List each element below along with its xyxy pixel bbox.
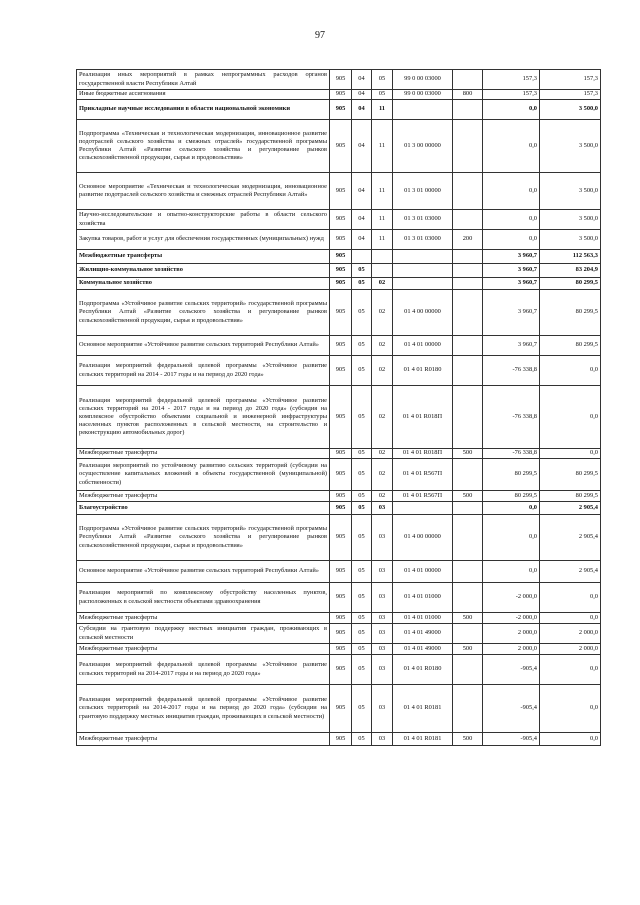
row-name-cell: Жилищно-коммунальное хозяйство (77, 264, 330, 278)
table-row (77, 100, 601, 120)
row-expense-type-cell (453, 100, 483, 120)
table-row (77, 70, 601, 90)
row-target-article-cell (393, 502, 453, 515)
row-target-article-cell: 01 4 01 01000 (393, 583, 453, 613)
page-number: 97 (315, 30, 325, 41)
row-target-article-cell: 01 4 01 R018П (393, 449, 453, 459)
row-section-cell: 05 (352, 449, 372, 459)
row-expense-type-cell (453, 264, 483, 278)
row-section-cell: 04 (352, 173, 372, 210)
table-row (77, 449, 601, 459)
row-expense-type-cell (453, 70, 483, 90)
row-subsection-cell: 03 (372, 515, 393, 561)
row-amount-change-cell: -2 000,0 (483, 583, 540, 613)
row-amount-total-cell: 0,0 (540, 685, 601, 733)
row-amount-change-cell: -76 338,8 (483, 356, 540, 386)
table-row (77, 491, 601, 502)
row-expense-type-cell (453, 515, 483, 561)
row-target-article-cell: 01 4 01 R018П (393, 386, 453, 449)
row-name-cell: Реализация мероприятий федеральной целевой программы «Устойчивое развитие сельских территорий на 2014-2017 годы и на период до 2020 года» (77, 655, 330, 685)
row-name-cell: Подпрограмма «Техническая и технологическая модернизация, инновационное развитие подотраслей сельского хозяйства и смежных отраслей» государственной программы Республики Алтай «Развитие сельского хозяйства и регулирование рынков сельскохозяйственной продукции, сырья и продовольствия» (77, 120, 330, 173)
row-grbs-cell: 905 (330, 459, 352, 491)
table-row (77, 655, 601, 685)
row-amount-change-cell: 3 960,7 (483, 336, 540, 356)
row-amount-change-cell: 0,0 (483, 173, 540, 210)
row-target-article-cell: 01 3 01 00000 (393, 173, 453, 210)
row-section-cell: 05 (352, 624, 372, 644)
row-grbs-cell: 905 (330, 336, 352, 356)
table-row (77, 264, 601, 278)
row-section-cell: 04 (352, 70, 372, 90)
row-amount-change-cell: -76 338,8 (483, 386, 540, 449)
row-grbs-cell: 905 (330, 515, 352, 561)
row-subsection-cell: 03 (372, 624, 393, 644)
row-expense-type-cell: 200 (453, 230, 483, 250)
row-amount-total-cell: 80 299,5 (540, 278, 601, 290)
row-amount-change-cell: 3 960,7 (483, 264, 540, 278)
table-row (77, 278, 601, 290)
row-grbs-cell: 905 (330, 90, 352, 100)
row-grbs-cell: 905 (330, 120, 352, 173)
row-amount-total-cell: 3 500,0 (540, 100, 601, 120)
row-expense-type-cell (453, 210, 483, 230)
row-grbs-cell: 905 (330, 685, 352, 733)
row-target-article-cell: 01 4 00 00000 (393, 290, 453, 336)
row-grbs-cell: 905 (330, 491, 352, 502)
row-amount-total-cell: 2 905,4 (540, 561, 601, 583)
row-amount-change-cell: 0,0 (483, 515, 540, 561)
row-amount-change-cell: 0,0 (483, 230, 540, 250)
row-grbs-cell: 905 (330, 173, 352, 210)
row-grbs-cell: 905 (330, 561, 352, 583)
row-section-cell: 04 (352, 210, 372, 230)
row-grbs-cell: 905 (330, 502, 352, 515)
row-grbs-cell: 905 (330, 449, 352, 459)
row-subsection-cell: 03 (372, 561, 393, 583)
row-amount-change-cell: 3 960,7 (483, 290, 540, 336)
row-expense-type-cell (453, 290, 483, 336)
row-amount-change-cell: 3 960,7 (483, 278, 540, 290)
row-subsection-cell: 02 (372, 336, 393, 356)
table-row (77, 290, 601, 336)
row-expense-type-cell: 500 (453, 449, 483, 459)
table-row (77, 173, 601, 210)
row-grbs-cell: 905 (330, 613, 352, 624)
row-name-cell: Благоустройство (77, 502, 330, 515)
row-grbs-cell: 905 (330, 733, 352, 746)
row-amount-change-cell: 0,0 (483, 502, 540, 515)
table-row (77, 733, 601, 746)
row-section-cell: 05 (352, 655, 372, 685)
row-expense-type-cell (453, 502, 483, 515)
row-grbs-cell: 905 (330, 70, 352, 90)
row-target-article-cell (393, 278, 453, 290)
row-amount-total-cell: 0,0 (540, 449, 601, 459)
row-expense-type-cell (453, 120, 483, 173)
row-amount-total-cell: 2 905,4 (540, 502, 601, 515)
row-grbs-cell: 905 (330, 250, 352, 264)
row-amount-change-cell: 157,3 (483, 90, 540, 100)
row-grbs-cell: 905 (330, 210, 352, 230)
row-name-cell: Межбюджетные трансферты (77, 733, 330, 746)
row-subsection-cell (372, 250, 393, 264)
row-expense-type-cell (453, 278, 483, 290)
row-amount-total-cell: 2 000,0 (540, 644, 601, 655)
row-target-article-cell: 01 4 01 R0181 (393, 733, 453, 746)
row-amount-total-cell: 2 000,0 (540, 624, 601, 644)
row-amount-total-cell: 80 299,5 (540, 491, 601, 502)
table-row (77, 502, 601, 515)
row-subsection-cell: 02 (372, 491, 393, 502)
row-subsection-cell: 02 (372, 459, 393, 491)
row-section-cell: 05 (352, 264, 372, 278)
row-expense-type-cell (453, 655, 483, 685)
row-target-article-cell (393, 100, 453, 120)
row-subsection-cell: 03 (372, 685, 393, 733)
row-subsection-cell: 03 (372, 613, 393, 624)
row-target-article-cell: 99 0 00 03000 (393, 90, 453, 100)
row-target-article-cell: 01 4 01 00000 (393, 561, 453, 583)
row-subsection-cell: 02 (372, 386, 393, 449)
row-subsection-cell: 05 (372, 90, 393, 100)
table-row (77, 515, 601, 561)
row-grbs-cell: 905 (330, 386, 352, 449)
row-section-cell: 05 (352, 613, 372, 624)
row-expense-type-cell (453, 173, 483, 210)
table-row (77, 583, 601, 613)
row-subsection-cell: 11 (372, 120, 393, 173)
row-amount-total-cell: 157,3 (540, 90, 601, 100)
row-amount-total-cell: 3 500,0 (540, 173, 601, 210)
row-name-cell: Подпрограмма «Устойчивое развитие сельских территорий» государственной программы Республики Алтай «Развитие сельского хозяйства и регулирование рынков сельскохозяйственной продукции, сырья и продовольствия» (77, 515, 330, 561)
row-grbs-cell: 905 (330, 624, 352, 644)
row-target-article-cell: 01 4 01 R0180 (393, 356, 453, 386)
row-name-cell: Реализация мероприятий по комплексному обустройству населенных пунктов, расположенных в сельской местности объектами здравоохранения (77, 583, 330, 613)
table-row (77, 90, 601, 100)
row-name-cell: Межбюджетные трансферты (77, 449, 330, 459)
row-amount-change-cell: 157,3 (483, 70, 540, 90)
table-row (77, 685, 601, 733)
row-section-cell: 05 (352, 561, 372, 583)
row-target-article-cell: 01 4 01 00000 (393, 336, 453, 356)
row-section-cell: 05 (352, 336, 372, 356)
row-section-cell: 05 (352, 386, 372, 449)
row-grbs-cell: 905 (330, 356, 352, 386)
row-amount-change-cell: 80 299,5 (483, 491, 540, 502)
row-subsection-cell: 11 (372, 173, 393, 210)
table-row (77, 210, 601, 230)
row-amount-total-cell: 80 299,5 (540, 290, 601, 336)
row-target-article-cell (393, 264, 453, 278)
row-amount-change-cell: 0,0 (483, 100, 540, 120)
row-target-article-cell: 01 4 01 R0181 (393, 685, 453, 733)
row-section-cell: 05 (352, 502, 372, 515)
row-target-article-cell: 01 4 01 R567П (393, 491, 453, 502)
row-subsection-cell: 02 (372, 356, 393, 386)
row-section-cell: 05 (352, 290, 372, 336)
row-expense-type-cell (453, 250, 483, 264)
row-amount-change-cell: 80 299,5 (483, 459, 540, 491)
row-amount-change-cell: -905,4 (483, 685, 540, 733)
row-expense-type-cell: 500 (453, 733, 483, 746)
row-grbs-cell: 905 (330, 583, 352, 613)
table-row (77, 613, 601, 624)
row-subsection-cell: 02 (372, 290, 393, 336)
row-section-cell: 05 (352, 685, 372, 733)
row-subsection-cell: 11 (372, 100, 393, 120)
row-target-article-cell: 01 4 01 R0180 (393, 655, 453, 685)
row-expense-type-cell (453, 583, 483, 613)
row-name-cell: Реализация мероприятий федеральной целевой программы «Устойчивое развитие сельских территорий на 2014 - 2017 годы и на период до 2020 года» (субсидия на комплексное обустройство объектами социальной и инженерной инфраструктуры населенных пунктов расположенных в сельской местности, на строительство и реконструкцию автомобильных дорог) (77, 386, 330, 449)
row-name-cell: Межбюджетные трансферты (77, 613, 330, 624)
row-grbs-cell: 905 (330, 264, 352, 278)
row-subsection-cell: 02 (372, 449, 393, 459)
table-row (77, 356, 601, 386)
budget-table (76, 69, 601, 746)
row-amount-change-cell: 0,0 (483, 120, 540, 173)
row-subsection-cell: 03 (372, 655, 393, 685)
row-expense-type-cell (453, 356, 483, 386)
row-section-cell (352, 250, 372, 264)
row-section-cell: 05 (352, 459, 372, 491)
row-expense-type-cell (453, 459, 483, 491)
row-section-cell: 05 (352, 356, 372, 386)
row-expense-type-cell (453, 386, 483, 449)
row-target-article-cell: 01 4 01 49000 (393, 624, 453, 644)
row-target-article-cell: 01 4 01 R567П (393, 459, 453, 491)
row-target-article-cell: 99 0 00 03000 (393, 70, 453, 90)
row-expense-type-cell (453, 624, 483, 644)
row-name-cell: Подпрограмма «Устойчивое развитие сельских территорий» государственной программы Республики Алтай «Развитие сельского хозяйства и регулирование рынков сельскохозяйственной продукции, сырья и продовольствия» (77, 290, 330, 336)
row-name-cell: Закупка товаров, работ и услуг для обеспечения государственных (муниципальных) нужд (77, 230, 330, 250)
table-row (77, 644, 601, 655)
row-amount-change-cell: -76 338,8 (483, 449, 540, 459)
row-subsection-cell: 11 (372, 230, 393, 250)
row-amount-total-cell: 157,3 (540, 70, 601, 90)
row-subsection-cell: 05 (372, 70, 393, 90)
row-amount-total-cell: 80 299,5 (540, 336, 601, 356)
row-grbs-cell: 905 (330, 100, 352, 120)
row-name-cell: Основное мероприятие «Техническая и технологическая модернизация, инновационное развитие подотраслей сельского хозяйства и смежных отраслей Республики Алтай» (77, 173, 330, 210)
row-amount-total-cell: 0,0 (540, 386, 601, 449)
row-grbs-cell: 905 (330, 230, 352, 250)
row-name-cell: Межбюджетные трансферты (77, 644, 330, 655)
row-expense-type-cell: 500 (453, 491, 483, 502)
row-amount-total-cell: 2 905,4 (540, 515, 601, 561)
row-amount-change-cell: 3 960,7 (483, 250, 540, 264)
row-expense-type-cell (453, 336, 483, 356)
row-section-cell: 05 (352, 278, 372, 290)
budget-table-body (77, 70, 601, 746)
row-target-article-cell: 01 4 01 49000 (393, 644, 453, 655)
row-name-cell: Иные бюджетные ассигнования (77, 90, 330, 100)
row-section-cell: 04 (352, 100, 372, 120)
row-amount-change-cell: -905,4 (483, 733, 540, 746)
row-section-cell: 04 (352, 230, 372, 250)
row-name-cell: Основное мероприятие «Устойчивое развитие сельских территорий Республики Алтай» (77, 336, 330, 356)
row-name-cell: Реализация иных мероприятий в рамках непрограммных расходов органов государственной власти Республики Алтай (77, 70, 330, 90)
row-section-cell: 05 (352, 644, 372, 655)
row-section-cell: 05 (352, 515, 372, 561)
row-amount-total-cell: 3 500,0 (540, 230, 601, 250)
row-grbs-cell: 905 (330, 290, 352, 336)
row-target-article-cell: 01 3 01 03000 (393, 230, 453, 250)
row-expense-type-cell: 500 (453, 644, 483, 655)
row-amount-total-cell: 3 500,0 (540, 120, 601, 173)
row-amount-change-cell: 0,0 (483, 561, 540, 583)
row-amount-total-cell: 0,0 (540, 613, 601, 624)
row-subsection-cell: 02 (372, 278, 393, 290)
row-expense-type-cell (453, 561, 483, 583)
row-subsection-cell: 03 (372, 644, 393, 655)
table-row (77, 624, 601, 644)
row-grbs-cell: 905 (330, 644, 352, 655)
row-subsection-cell: 03 (372, 502, 393, 515)
row-target-article-cell: 01 4 01 01000 (393, 613, 453, 624)
table-row (77, 250, 601, 264)
row-target-article-cell (393, 250, 453, 264)
row-target-article-cell: 01 4 00 00000 (393, 515, 453, 561)
row-target-article-cell: 01 3 00 00000 (393, 120, 453, 173)
row-target-article-cell: 01 3 01 03000 (393, 210, 453, 230)
row-amount-total-cell: 83 204,9 (540, 264, 601, 278)
row-amount-change-cell: -905,4 (483, 655, 540, 685)
row-section-cell: 05 (352, 491, 372, 502)
row-section-cell: 04 (352, 90, 372, 100)
table-row (77, 386, 601, 449)
row-amount-total-cell: 112 563,3 (540, 250, 601, 264)
row-grbs-cell: 905 (330, 655, 352, 685)
row-expense-type-cell (453, 685, 483, 733)
table-row (77, 230, 601, 250)
row-amount-change-cell: -2 000,0 (483, 613, 540, 624)
row-name-cell: Субсидии на грантовую поддержку местных инициатив граждан, проживающих в сельской местности (77, 624, 330, 644)
table-row (77, 120, 601, 173)
row-name-cell: Межбюджетные трансферты (77, 250, 330, 264)
row-amount-change-cell: 0,0 (483, 210, 540, 230)
row-subsection-cell: 03 (372, 733, 393, 746)
row-name-cell: Коммунальное хозяйство (77, 278, 330, 290)
row-amount-total-cell: 0,0 (540, 583, 601, 613)
row-section-cell: 05 (352, 733, 372, 746)
table-row (77, 459, 601, 491)
row-amount-change-cell: 2 000,0 (483, 624, 540, 644)
table-row (77, 561, 601, 583)
row-expense-type-cell: 500 (453, 613, 483, 624)
row-name-cell: Межбюджетные трансферты (77, 491, 330, 502)
row-name-cell: Реализация мероприятий по устойчивому развитию сельских территорий (субсидии на осуществление капитальных вложений в объекты государственной (муниципальной) собственности) (77, 459, 330, 491)
row-subsection-cell: 03 (372, 583, 393, 613)
table-row (77, 336, 601, 356)
row-amount-total-cell: 0,0 (540, 733, 601, 746)
row-amount-total-cell: 3 500,0 (540, 210, 601, 230)
row-subsection-cell (372, 264, 393, 278)
row-section-cell: 05 (352, 583, 372, 613)
row-name-cell: Основное мероприятие «Устойчивое развитие сельских территорий Республики Алтай» (77, 561, 330, 583)
row-amount-change-cell: 2 000,0 (483, 644, 540, 655)
row-amount-total-cell: 0,0 (540, 655, 601, 685)
row-expense-type-cell: 800 (453, 90, 483, 100)
row-name-cell: Реализация мероприятий федеральной целевой программы «Устойчивое развитие сельских территорий на 2014-2017 годы и на период до 2020 года» (субсидии на грантовую поддержку местных инициатив граждан, проживающих в сельской местности) (77, 685, 330, 733)
row-name-cell: Реализация мероприятий федеральной целевой программы «Устойчивое развитие сельских территорий на 2014 - 2017 годы и на период до 2020 года» (77, 356, 330, 386)
row-name-cell: Научно-исследовательские и опытно-конструкторские работы в области сельского хозяйства (77, 210, 330, 230)
row-amount-total-cell: 80 299,5 (540, 459, 601, 491)
row-section-cell: 04 (352, 120, 372, 173)
row-subsection-cell: 11 (372, 210, 393, 230)
row-name-cell: Прикладные научные исследования в области национальной экономики (77, 100, 330, 120)
row-grbs-cell: 905 (330, 278, 352, 290)
row-amount-total-cell: 0,0 (540, 356, 601, 386)
